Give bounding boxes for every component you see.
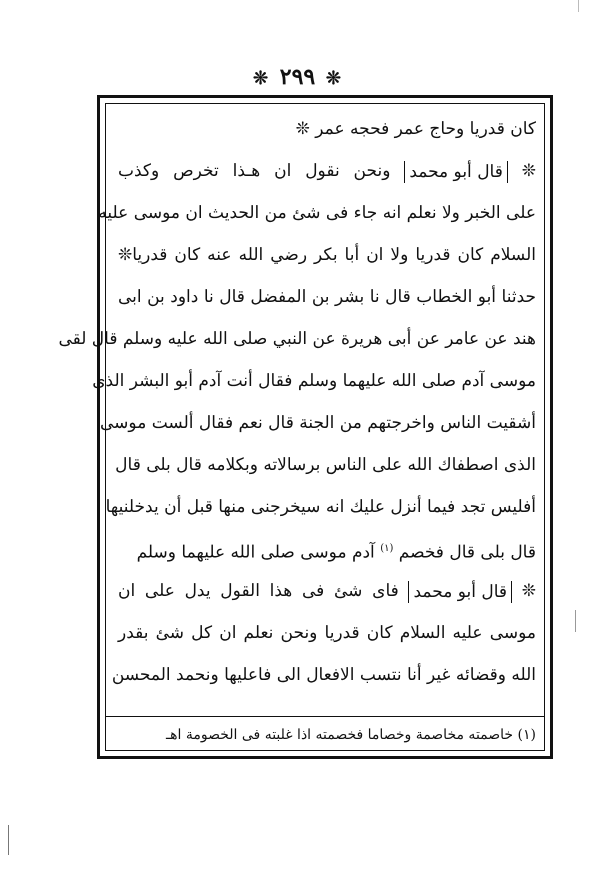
speaker-name: قال أبو محمد bbox=[408, 581, 512, 603]
asterisk-marker: ❊ bbox=[521, 581, 536, 601]
speaker-name: قال أبو محمد bbox=[404, 161, 508, 183]
text-line: كان قدريا وحاج عمر فحجه عمر ❊ bbox=[295, 119, 536, 139]
footnote-number: (١) bbox=[517, 727, 536, 743]
page-number bbox=[0, 64, 595, 90]
text-line: حدثنا أبو الخطاب قال نا بشر بن المفضل قال نا داود بن ابى bbox=[118, 287, 536, 307]
page-number-value: ٢٩٩ bbox=[279, 64, 316, 90]
text-segment: قال بلى قال فخصم bbox=[398, 542, 536, 563]
text-segment: فاى شئ فى هذا القول يدل على ان bbox=[118, 581, 399, 601]
ornament-icon: ❊ bbox=[253, 68, 270, 89]
text-line: الذى اصطفاك الله على الناس برسالاته وبكلامه قال بلى قال bbox=[115, 455, 536, 475]
text-line: على الخبر ولا نعلم انه جاء فى شئ من الحديث ان موسى عليه bbox=[98, 203, 536, 223]
text-line: موسى آدم صلى الله عليهما وسلم فقال أنت آدم أبو البشر الذى bbox=[92, 371, 536, 391]
scan-margin-mark bbox=[8, 825, 9, 855]
text-line bbox=[118, 570, 536, 612]
text-segment: ونحن نقول ان هـذا تخرص وكذب bbox=[118, 161, 391, 181]
scan-margin-mark bbox=[578, 0, 579, 12]
text-line: السلام كان قدريا ولا ان أبا بكر رضي الله عنه كان قدريا❊ bbox=[118, 245, 536, 265]
text-line: أفليس تجد فيما أنزل عليك انه سيخرجنى منها قبل أن يدخلنيها bbox=[105, 497, 536, 517]
text-segment: آدم موسى صلى الله عليهما وسلم bbox=[136, 542, 375, 563]
footnote-divider bbox=[105, 716, 545, 717]
scan-margin-mark bbox=[575, 610, 576, 632]
footnote bbox=[118, 722, 536, 748]
ornament-icon: ❊ bbox=[325, 68, 342, 89]
text-line: موسى عليه السلام كان قدريا ونحن نعلم ان كل شئ بقدر bbox=[118, 623, 536, 643]
main-text bbox=[58, 108, 536, 696]
asterisk-marker: ❊ bbox=[521, 161, 536, 181]
text-line: الله وقضائه غير أنا نتسب الافعال الى فاعليها ونحمد المحسن bbox=[111, 665, 536, 685]
text-line bbox=[118, 528, 536, 570]
footnote-reference[interactable]: (١) bbox=[380, 543, 394, 554]
text-line: أشقيت الناس واخرجتهم من الجنة قال نعم فقال ألست موسى bbox=[100, 413, 536, 433]
text-line bbox=[118, 150, 536, 192]
footnote-text: خاصمته مخاصمة وخصاما فخصمته اذا غلبته فى الخصومة اهـ bbox=[166, 727, 514, 743]
text-line: هند عن عامر عن أبى هريرة عن النبي صلى الله عليه وسلم قال لقى bbox=[58, 329, 536, 349]
